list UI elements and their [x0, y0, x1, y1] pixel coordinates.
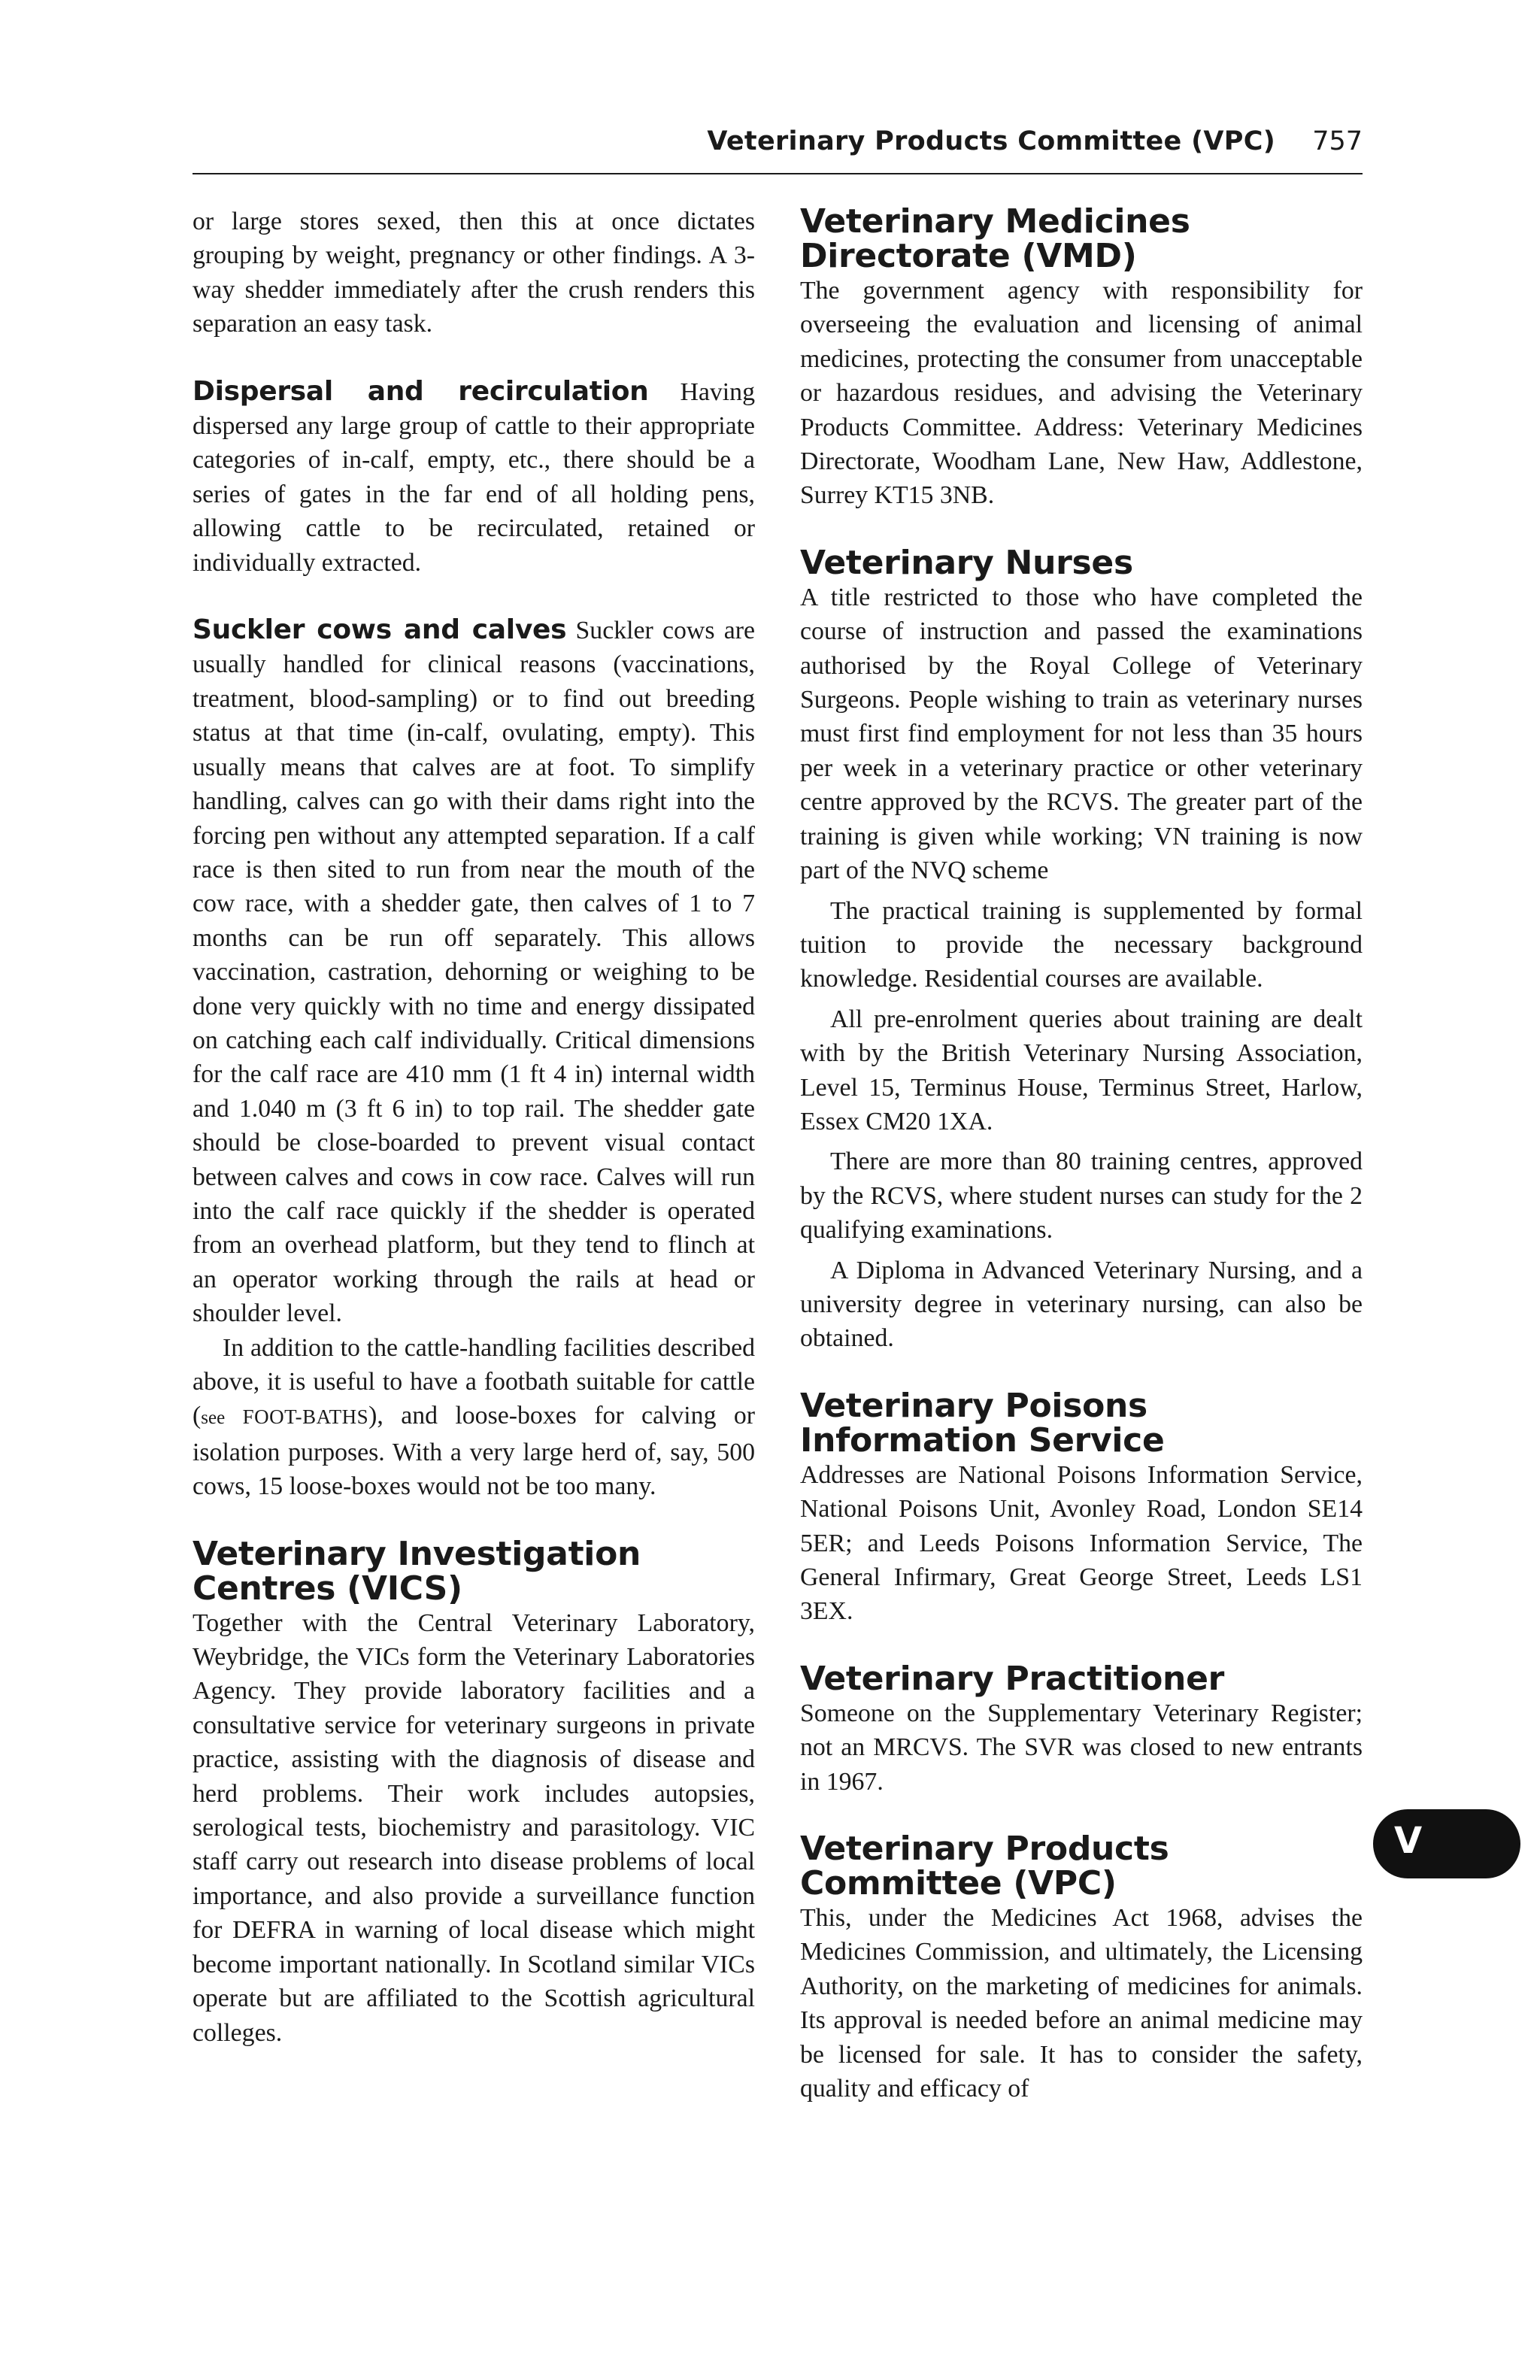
vics-heading: Veterinary Investigation Centres (VICS) — [192, 1534, 641, 1608]
nurses-heading: Veterinary Nurses — [800, 543, 1133, 582]
dispersal-entry — [192, 374, 755, 580]
running-head — [192, 123, 1363, 174]
thumb-index-tab — [1373, 1809, 1520, 1878]
vics-text: Together with the Central Veterinary Laboratory, Weybridge, the VICs form the Veterinary Laboratories Agency. They provide laboratory facilities and a consultative service for veterinary surgeons in private practice, assisting with the diagnosis of disease and herd problems. Their work includes autopsies, serological tests, biochemistry and parasitology. VIC staff carry out research into disease problems of local importance, and also provide a surveillance function for DEFRA in warning of local disease which might become important nationally. In Scotland similar VICs operate but are affiliated to the Scottish agricultural colleges. — [192, 1608, 755, 2047]
additional-facilities-text-end: ), and loose-boxes for calving or isolation purposes. With a very large herd of, say, 500 cows, 15 loose-boxes would not be too many. — [192, 1402, 756, 1501]
see-label: see — [201, 1408, 226, 1429]
dispersal-text: Having dispersed any large group of cattle to their appropriate categories of in-calf, empty, etc., there should be a series of gates in the far end of all holding pens, allowing cattle to be recirculated, retained or individually extracted. — [192, 377, 755, 577]
dispersal-heading: Dispersal and recirculation — [192, 375, 649, 407]
vpc-heading: Veterinary Products Committee (VPC) — [800, 1830, 1169, 1903]
nurses-paragraph-3: All pre-enrolment queries about training are dealt with by the British Veterinary Nursing Association, Level 15, Terminus House, Terminus Street, Harlow, Essex CM20 1XA. — [800, 1005, 1363, 1135]
suckler-heading: Suckler cows and calves — [192, 614, 567, 646]
poisons-text: Addresses are National Poisons Information Service, National Poisons Unit, Avonley Road, London SE14 5ER; and Leeds Poisons Information Service, The General Infirmary, Great George Street, Leeds LS1 3EX. — [800, 1460, 1363, 1626]
nurses-paragraph-1: A title restricted to those who have completed the course of instruction and passed the examinations authorised by the Royal College of Veterinary Surgeons. People wishing to train as veterinary nurses must first find employment for not less than 35 hours per week in a veterinary practice or other veterinary centre approved by the RCVS. The greater part of the training is given while working; VN training is now part of the NVQ scheme — [800, 583, 1363, 885]
right-column — [800, 202, 1363, 2106]
running-title: Veterinary Products Committee (VPC) — [707, 126, 1275, 156]
nurses-paragraph-5: A Diploma in Advanced Veterinary Nursing, and a university degree in veterinary nursing, can also be obtained. — [800, 1256, 1363, 1353]
page-number: 757 — [1312, 126, 1363, 156]
vmd-heading: Veterinary Medicines Directorate (VMD) — [800, 202, 1190, 275]
additional-facilities-paragraph — [192, 1331, 755, 1504]
practitioner-heading: Veterinary Practitioner — [800, 1659, 1225, 1698]
vpc-text: This, under the Medicines Act 1968, advises the Medicines Commission, and ultimately, the Licensing Authority, on the marketing of medicines for animals. Its approval is needed before an animal medicine may be licensed for sale. It has to consider the safety, quality and efficacy of — [800, 1904, 1363, 2103]
nurses-paragraph-2: The practical training is supplemented by formal tuition to provide the necessary background knowledge. Residential courses are available. — [800, 896, 1363, 993]
suckler-entry — [192, 613, 755, 1331]
foot-baths-crossref: FOOT-BATHS — [242, 1405, 369, 1429]
continuation-paragraph: or large stores sexed, then this at once dictates grouping by weight, pregnancy or other findings. A 3-way shedder immediately after the crush renders this separation an easy task. — [192, 208, 755, 338]
practitioner-text: Someone on the Supplementary Veterinary Register; not an MRCVS. The SVR was closed to new entrants in 1967. — [800, 1699, 1363, 1796]
poisons-heading: Veterinary Poisons Information Service — [800, 1386, 1165, 1460]
nurses-paragraph-4: There are more than 80 training centres, approved by the RCVS, where student nurses can study for the 2 qualifying examinations. — [800, 1148, 1363, 1245]
additional-facilities-text-start: In addition to the cattle-handling facilities described above, it is useful to have a footbath suitable for cattle ( — [192, 1333, 755, 1430]
suckler-text: Suckler cows are usually handled for clinical reasons (vaccinations, treatment, blood-sampling) or to find out breeding status at that time (in-calf, ovulating, empty). This usually means that calves are at foot. To simplify handling, calves can go with their dams right into the forcing pen without any attempted separation. If a calf race is then sited to run from near the mouth of the cow race, with a shedder gate, then calves of 1 to 7 months can be run off separately. This allows vaccination, castration, dehorning or weighing to be done very quickly with no time and energy dissipated on catching each calf individually. Critical dimensions for the calf race are 410 mm (1 ft 4 in) internal width and 1.040 m (3 ft 6 in) to top rail. The shedder gate should be close-boarded to prevent visual contact between calves and cows in cow race. Calves will run into the calf race quickly if the shedder is operated from an overhead platform, but they tend to flinch at an operator working through the rails at head or shoulder level. — [192, 617, 755, 1328]
thumb-index-letter: V — [1394, 1820, 1423, 1862]
left-column — [192, 205, 755, 2050]
vmd-text: The government agency with responsibility for overseeing the evaluation and licensing of animal medicines, protecting the consumer from unacceptable or hazardous residues, and advising the Veterinary Products Committee. Address: Veterinary Medicines Directorate, Woodham Lane, New Haw, Addlestone, Surrey KT15 3NB. — [800, 277, 1363, 510]
